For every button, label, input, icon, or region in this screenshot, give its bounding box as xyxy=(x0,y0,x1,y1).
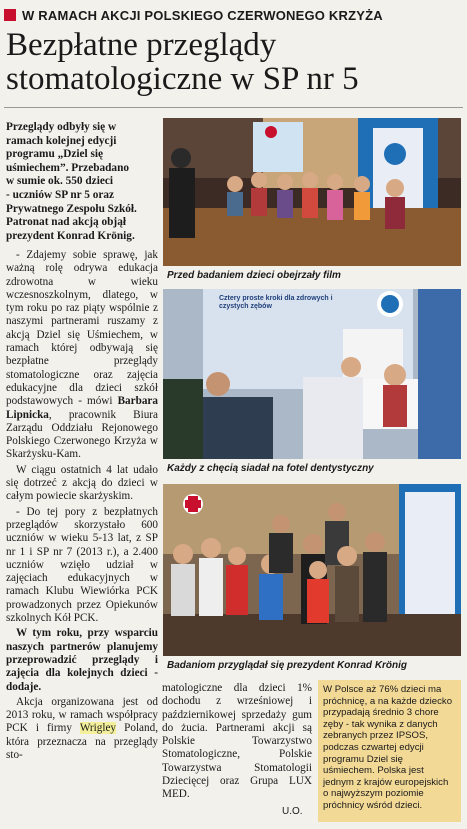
paragraph-3: - Do tej pory z bezpłatnych przeglądów skorzystało 600 uczniów w wieku 5-13 lat, z SP nr 1 i SP nr 7 (2013 r.), a 2.400 uczniów wzięło udział w zajęciach edukacyjnych w ramach Klubu Wiewiórka PCK prowadzonych przez Opiekunów szkolnych Kół PCK. xyxy=(6,505,158,625)
article-body-middle xyxy=(162,682,312,802)
photo-2-caption: Każdy z chęcią siadał na fotel dentystyczny xyxy=(167,463,374,474)
section-kicker xyxy=(4,6,463,24)
paragraph-4: W tym roku, przy wsparciu naszych partnerów planujemy przeprowadzić przeglądy i zajęcia dla kolejnych dzieci - dodaje. xyxy=(6,627,158,693)
kicker-text: W RAMACH AKCJI POLSKIEGO CZERWONEGO KRZYŻA xyxy=(22,7,383,23)
paragraph-2: W ciągu ostatnich 4 lat udało się dotrzeć z akcją do dzieci w całym powiecie skarżyskim. xyxy=(6,463,158,503)
dental-chair-photo xyxy=(163,289,461,459)
paragraph-1: - Zdajemy sobie sprawę, jak ważną rolę odrywa edukacja zdrowotna w wieku wczesnoszkolnym, dlatego, w tym roku po raz piąty wspólnie z naszymi partnerami ruszamy z akcją Dziel się Uśmiechem, w ramach której odbywają się bezpłatne przeglądy stomatologiczne oraz zajęcia edukacyjne dla dzieci szkół podstawowych - mówi Barbara Lipnicka, pracownik Biura Zarządu Oddziału Rejonowego Polskiego Czerwonego Krzyża w Skarżysku-Kam. xyxy=(6,249,158,461)
sidebox-text: W Polsce aż 76% dzieci ma próchnicę, a na każde dziecko przypadają średnio 3 chore zęby - tak wynika z danych zebranych przez IPSOS, podczas czwartej edycji programu Dziel się uśmiechem. Polska jest jednym z krajów europejskich o najwyższym poziomie próchnicy wśród dzieci. xyxy=(323,684,453,811)
author-signature: U.O. xyxy=(282,806,303,817)
president-with-children-photo xyxy=(163,484,461,656)
headline-divider xyxy=(4,107,463,108)
article-body-left xyxy=(6,249,158,764)
dental-poster-text: Cztery proste kroki dla zdrowych i czystych zębów xyxy=(219,295,333,310)
photo-1-caption: Przed badaniem dzieci obejrzały film xyxy=(167,270,341,281)
headline-line-2: stomatologiczne w SP nr 5 xyxy=(6,61,359,97)
statistics-sidebox xyxy=(318,680,461,822)
paragraph-6: matologiczne dla dzieci 1% dochodu z wrześniowej i październikowej sprzedaży gum do żucia. Partnerami akcji są Polskie Towarzystwo Stomatologiczne, Polskie Towarzystwa Stomatologii Dziecięcej oraz Grupa LUX MED. xyxy=(162,682,312,801)
children-watching-film-photo xyxy=(163,118,461,266)
photo-3-caption: Badaniom przyglądał się prezydent Konrad Krönig xyxy=(167,660,408,671)
article-lead: Przeglądy odbyły się w ramach kolejnej edycji programu „Dziel się uśmiechem”. Przebadano w sumie ok. 550 dzieci - uczniów SP nr 5 oraz Prywatnego Zespołu Szkół. Patronat nad akcją objął prezydent Konrad Krönig. xyxy=(6,121,137,242)
paragraph-5: Akcja organizowana jest od 2013 roku, w ramach współpracy PCK i firmy Wrigley Poland, która przeznacza na przeglądy sto- xyxy=(6,695,158,761)
kicker-square-icon xyxy=(4,9,16,21)
headline-line-1: Bezpłatne przeglądy xyxy=(6,27,277,63)
article-headline xyxy=(6,28,458,96)
